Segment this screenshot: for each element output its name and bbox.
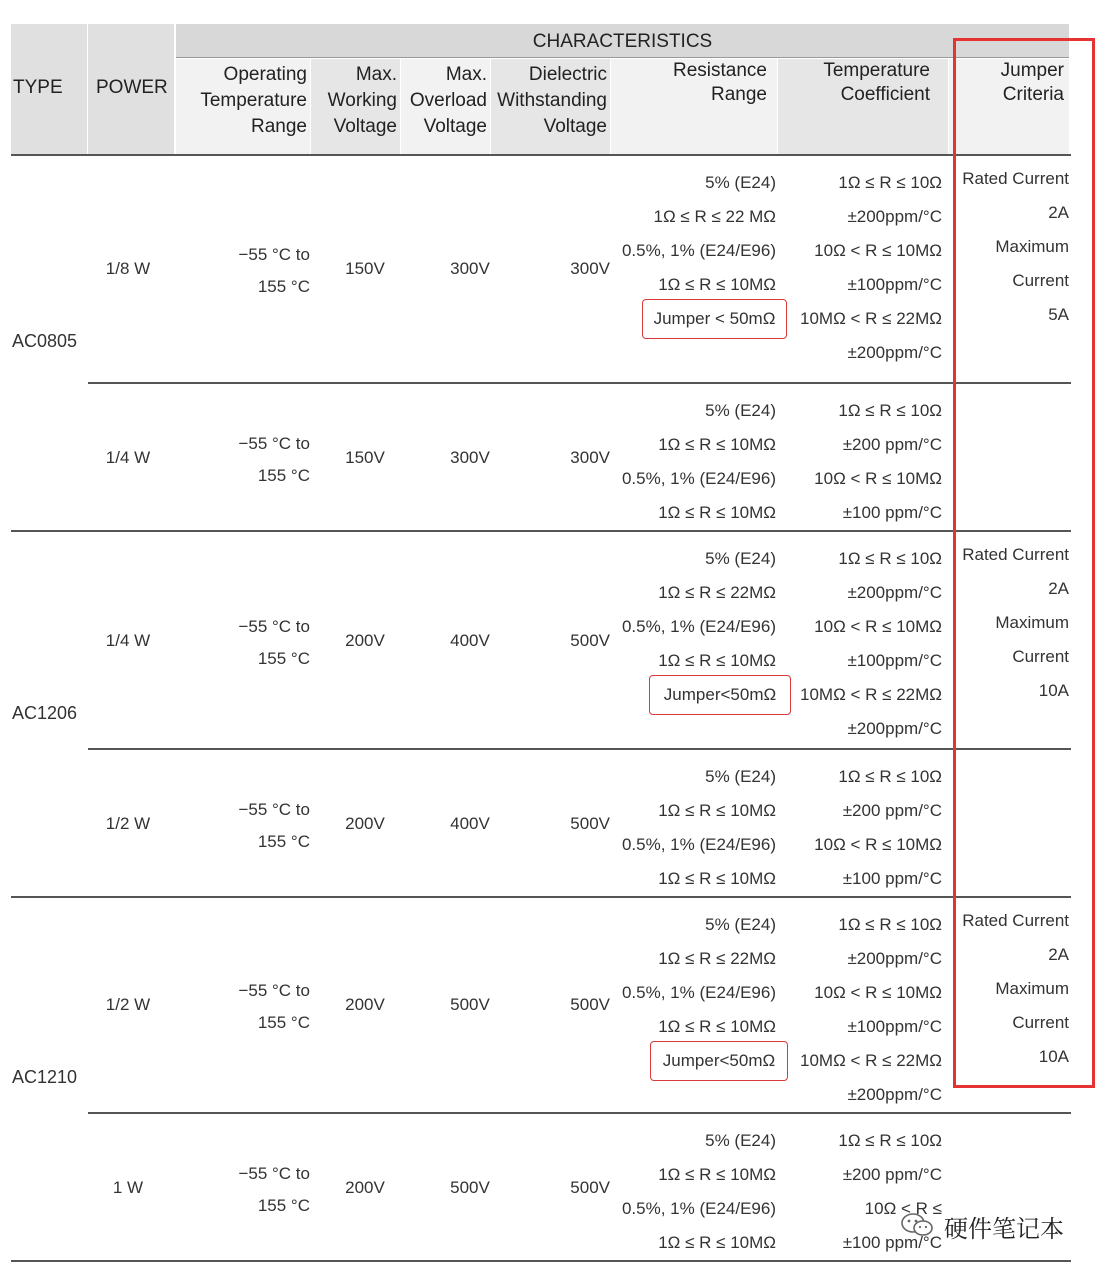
header-op-temp	[176, 62, 307, 140]
header-max-overload-line1: Max.	[445, 64, 487, 85]
op-temp-value: 155 °C	[257, 649, 310, 668]
temp-coefficient-line: 1Ω ≤ R ≤ 10Ω	[838, 767, 942, 786]
power-value: 1/8 W	[105, 259, 151, 278]
max-overload-voltage: 500V	[450, 1178, 490, 1197]
type-label: AC1210	[12, 1067, 78, 1087]
op-temp-value: 155 °C	[257, 1013, 310, 1032]
resistance-range-line: 1Ω ≤ R ≤ 22MΩ	[658, 949, 776, 968]
header-resistance-line1: Resistance	[673, 60, 767, 81]
resistance-range-line: 1Ω ≤ R ≤ 10MΩ	[658, 869, 776, 888]
header-resistance-line2: Range	[711, 84, 767, 105]
dielectric-voltage: 500V	[570, 995, 610, 1014]
header-temp-coef	[778, 59, 930, 107]
jumper-criteria-line: Current	[1012, 647, 1069, 666]
power-value: 1/2 W	[105, 995, 151, 1014]
jumper-criteria-line: 2A	[1048, 203, 1069, 222]
temp-coefficient-line: 1Ω ≤ R ≤ 10Ω	[838, 549, 942, 568]
header-top-divider	[176, 57, 1069, 58]
temp-coefficient-line: ±200ppm/°C	[847, 583, 942, 602]
temp-coefficient-line: ±100 ppm/°C	[842, 869, 942, 888]
op-temp-value: 155 °C	[257, 1196, 310, 1215]
jumper-resistance-highlight: Jumper < 50mΩ	[642, 299, 787, 339]
header-temp-coef-line2: Coefficient	[840, 84, 930, 105]
temp-coefficient-line: 10MΩ < R ≤ 22MΩ	[800, 1051, 942, 1070]
resistance-range-line: 1Ω ≤ R ≤ 10MΩ	[658, 1233, 776, 1252]
resistance-range-line: 5% (E24)	[705, 549, 776, 568]
jumper-criteria-line: Rated Current	[962, 169, 1069, 188]
row-divider-1	[88, 382, 1071, 384]
jumper-criteria-line: Maximum	[995, 237, 1069, 256]
temp-coefficient-line: ±200ppm/°C	[847, 1085, 942, 1104]
header-max-overload	[401, 62, 487, 140]
header-max-working-line2: Working	[327, 90, 397, 111]
temp-coefficient-line: ±200ppm/°C	[847, 949, 942, 968]
power-value: 1 W	[112, 1178, 144, 1197]
header-max-working-line1: Max.	[355, 64, 397, 85]
temp-coefficient-line: 10MΩ < R ≤ 22MΩ	[800, 685, 942, 704]
resistance-range-line: 5% (E24)	[705, 173, 776, 192]
header-max-overload-line3: Voltage	[423, 116, 487, 137]
header-max-working-line3: Voltage	[333, 116, 397, 137]
group-divider-1	[11, 530, 1071, 532]
op-temp-value: −55 °C to	[238, 617, 310, 636]
jumper-criteria-line: 2A	[1048, 945, 1069, 964]
power-value: 1/4 W	[105, 448, 151, 467]
jumper-criteria-line: 10A	[1038, 681, 1069, 700]
resistance-range-line: 0.5%, 1% (E24/E96)	[621, 1199, 776, 1218]
jumper-criteria-line: Current	[1012, 1013, 1069, 1032]
temp-coefficient-line: 10MΩ < R ≤ 22MΩ	[800, 309, 942, 328]
resistance-range-line: 1Ω ≤ R ≤ 22 MΩ	[653, 207, 776, 226]
temp-coefficient-line: 1Ω ≤ R ≤ 10Ω	[838, 173, 942, 192]
max-overload-voltage: 400V	[450, 814, 490, 833]
group-divider-2	[11, 896, 1071, 898]
max-working-voltage: 200V	[345, 995, 385, 1014]
jumper-criteria-line: 2A	[1048, 579, 1069, 598]
resistance-range-line: 0.5%, 1% (E24/E96)	[621, 241, 776, 260]
table-bottom-rule	[11, 1260, 1071, 1262]
header-characteristics: CHARACTERISTICS	[532, 31, 713, 52]
resistance-range-line: 1Ω ≤ R ≤ 10MΩ	[658, 1165, 776, 1184]
temp-coefficient-line: 10Ω < R ≤ 10MΩ	[814, 469, 942, 488]
resistance-range-line: 0.5%, 1% (E24/E96)	[621, 617, 776, 636]
type-label: AC1206	[12, 703, 78, 723]
resistance-range-line: 0.5%, 1% (E24/E96)	[621, 983, 776, 1002]
max-overload-voltage: 300V	[450, 448, 490, 467]
jumper-criteria-line: Rated Current	[962, 545, 1069, 564]
temp-coefficient-line: ±100ppm/°C	[847, 1017, 942, 1036]
max-working-voltage: 200V	[345, 1178, 385, 1197]
dielectric-voltage: 500V	[570, 1178, 610, 1197]
resistance-range-line: 5% (E24)	[705, 401, 776, 420]
row-divider-3	[88, 1112, 1071, 1114]
resistance-range-line: 1Ω ≤ R ≤ 10MΩ	[658, 1017, 776, 1036]
max-overload-voltage: 400V	[450, 631, 490, 650]
resistance-range-line: 0.5%, 1% (E24/E96)	[621, 835, 776, 854]
max-overload-voltage: 500V	[450, 995, 490, 1014]
header-resistance	[611, 59, 767, 107]
header-op-temp-line1: Operating	[223, 64, 307, 85]
op-temp-value: −55 °C to	[238, 981, 310, 1000]
resistance-range-line: 1Ω ≤ R ≤ 10MΩ	[658, 503, 776, 522]
header-jumper-line2: Criteria	[1002, 84, 1064, 105]
header-dielectric-line2: Withstanding	[497, 90, 607, 111]
max-working-voltage: 150V	[345, 448, 385, 467]
temp-coefficient-line: ±100 ppm/°C	[842, 1233, 942, 1252]
op-temp-value: 155 °C	[257, 466, 310, 485]
header-dielectric-line1: Dielectric	[528, 64, 607, 85]
op-temp-value: −55 °C to	[238, 1164, 310, 1183]
temp-coefficient-line: ±200ppm/°C	[847, 719, 942, 738]
temp-coefficient-line: 10Ω < R ≤ 10MΩ	[814, 835, 942, 854]
jumper-resistance-highlight: Jumper<50mΩ	[650, 1041, 788, 1081]
max-working-voltage: 150V	[345, 259, 385, 278]
dielectric-voltage: 500V	[570, 631, 610, 650]
max-working-voltage: 200V	[345, 631, 385, 650]
dielectric-voltage: 300V	[570, 448, 610, 467]
header-dielectric	[491, 62, 607, 140]
temp-coefficient-line: ±200 ppm/°C	[842, 435, 942, 454]
op-temp-value: −55 °C to	[238, 800, 310, 819]
jumper-criteria-line: Rated Current	[962, 911, 1069, 930]
jumper-criteria-line: 10A	[1038, 1047, 1069, 1066]
dielectric-voltage: 300V	[570, 259, 610, 278]
header-power: POWER	[96, 77, 168, 98]
temp-coefficient-line: 1Ω ≤ R ≤ 10Ω	[838, 915, 942, 934]
resistance-range-line: 5% (E24)	[705, 915, 776, 934]
watermark-text: 硬件笔记本	[944, 1216, 1064, 1243]
power-value: 1/4 W	[105, 631, 151, 650]
temp-coefficient-line: ±200 ppm/°C	[842, 801, 942, 820]
header-jumper-line1: Jumper	[1000, 60, 1064, 81]
resistance-range-line: 1Ω ≤ R ≤ 10MΩ	[658, 435, 776, 454]
resistance-range-line: 1Ω ≤ R ≤ 10MΩ	[658, 801, 776, 820]
temp-coefficient-line: ±200ppm/°C	[847, 207, 942, 226]
jumper-criteria-line: 5A	[1048, 305, 1069, 324]
power-value: 1/2 W	[105, 814, 151, 833]
header-op-temp-line2: Temperature	[200, 90, 307, 111]
resistance-range-line: 5% (E24)	[705, 1131, 776, 1150]
temp-coefficient-line: ±200 ppm/°C	[842, 1165, 942, 1184]
temp-coefficient-line: ±100ppm/°C	[847, 651, 942, 670]
temp-coefficient-line: 10Ω < R ≤ 10MΩ	[814, 983, 942, 1002]
header-max-working	[311, 62, 397, 140]
temp-coefficient-line: 1Ω ≤ R ≤ 10Ω	[838, 401, 942, 420]
max-overload-voltage: 300V	[450, 259, 490, 278]
op-temp-value: 155 °C	[257, 832, 310, 851]
header-dielectric-line3: Voltage	[543, 116, 607, 137]
row-divider-2	[88, 748, 1071, 750]
resistance-range-line: 1Ω ≤ R ≤ 22MΩ	[658, 583, 776, 602]
jumper-resistance-highlight: Jumper<50mΩ	[649, 675, 791, 715]
temp-coefficient-line: 10Ω < R ≤ 10MΩ	[814, 241, 942, 260]
resistance-range-line: 1Ω ≤ R ≤ 10MΩ	[658, 275, 776, 294]
temp-coefficient-line: 10Ω < R ≤ 10MΩ	[814, 617, 942, 636]
resistance-range-line: 1Ω ≤ R ≤ 10MΩ	[658, 651, 776, 670]
resistance-range-line: 5% (E24)	[705, 767, 776, 786]
op-temp-value: −55 °C to	[238, 245, 310, 264]
header-temp-coef-line1: Temperature	[823, 60, 930, 81]
type-label: AC0805	[12, 331, 78, 351]
op-temp-value: −55 °C to	[238, 434, 310, 453]
resistance-range-line: 0.5%, 1% (E24/E96)	[621, 469, 776, 488]
temp-coefficient-line: ±100 ppm/°C	[842, 503, 942, 522]
jumper-criteria-line: Maximum	[995, 613, 1069, 632]
header-type: TYPE	[13, 77, 63, 98]
temp-coefficient-line: 1Ω ≤ R ≤ 10Ω	[838, 1131, 942, 1150]
temp-coefficient-line: ±200ppm/°C	[847, 343, 942, 362]
header-bottom-rule	[11, 154, 1071, 156]
temp-coefficient-line: ±100ppm/°C	[847, 275, 942, 294]
jumper-criteria-line: Current	[1012, 271, 1069, 290]
max-working-voltage: 200V	[345, 814, 385, 833]
temp-coefficient-line: 10Ω < R ≤	[864, 1199, 942, 1218]
header-max-overload-line2: Overload	[409, 90, 487, 111]
header-op-temp-line3: Range	[251, 116, 307, 137]
jumper-criteria-line: Maximum	[995, 979, 1069, 998]
op-temp-value: 155 °C	[257, 277, 310, 296]
dielectric-voltage: 500V	[570, 814, 610, 833]
